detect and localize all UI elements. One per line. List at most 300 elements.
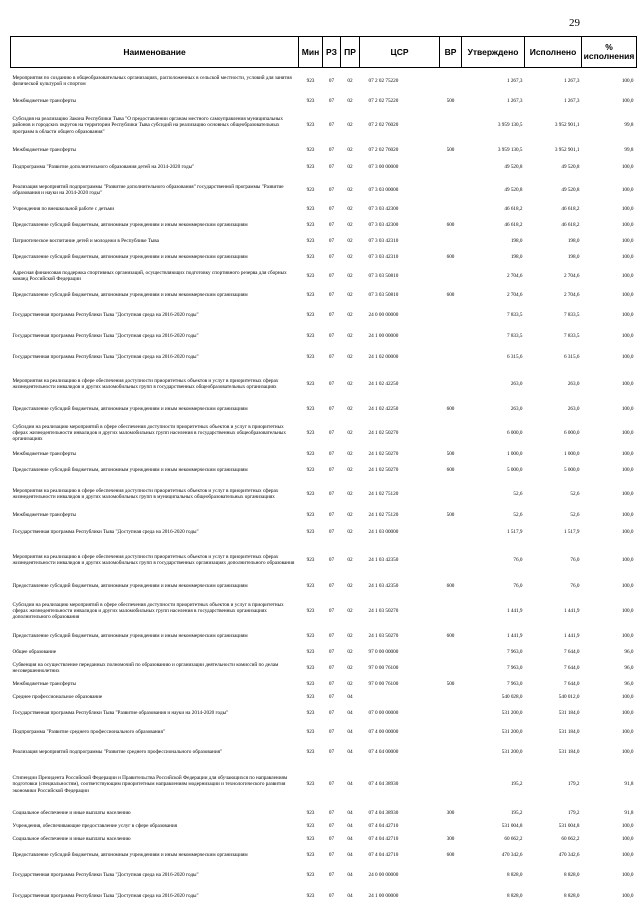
row-min: 923 [306, 429, 315, 436]
row-vr: 600 [446, 851, 455, 858]
row-min: 923 [306, 291, 315, 298]
table-row [11, 704, 637, 723]
row-vr [440, 763, 462, 807]
row-min: 923 [306, 146, 315, 153]
row-csr: 07 4 00 00000 [368, 728, 399, 735]
row-name: Социальное обеспечение и иные выплаты населению [12, 809, 131, 816]
row-pr: 04 [347, 709, 353, 716]
row-name: Межбюджетные трансферты [12, 450, 77, 457]
header-rz: РЗ [323, 37, 341, 68]
row-pr: 02 [347, 221, 353, 228]
row-pr: 02 [347, 429, 353, 436]
row-percent: 100,0 [621, 291, 634, 298]
row-rz: 07 [328, 291, 335, 298]
row-name: Субсидия на реализацию Закона Республики Тыва "О предоставлении органам местного самоуправления муниципальных районов и городских округов на территории Республики Тыва субсидий на реализацию основных общеобразовательных программ в области общего образования" [12, 116, 283, 135]
table-row [11, 691, 637, 704]
row-csr: 24 1 03 42350 [368, 582, 399, 589]
table-row [11, 820, 637, 833]
row-approved: 7 963,0 [506, 648, 523, 655]
row-vr [440, 596, 462, 627]
row-name: Предоставление субсидий бюджетным, автономным учреждениям и иным некоммерческим организациям [12, 405, 248, 412]
row-min: 923 [306, 748, 315, 755]
row-vr [440, 419, 462, 448]
row-rz: 07 [328, 511, 335, 518]
row-vr: 600 [446, 221, 455, 228]
row-percent: 100,0 [621, 332, 634, 339]
row-vr [440, 305, 462, 326]
row-approved: 52,6 [513, 490, 523, 497]
row-csr: 24 1 02 75120 [368, 511, 399, 518]
row-min: 923 [306, 851, 315, 858]
row-min: 923 [306, 871, 315, 878]
row-percent: 100,0 [621, 709, 634, 716]
row-vr [440, 865, 462, 886]
row-approved: 7 833,5 [506, 332, 523, 339]
row-approved: 198,0 [510, 237, 523, 244]
row-min: 923 [306, 680, 315, 687]
row-csr: 97 0 00 00000 [368, 648, 399, 655]
row-csr: 24 1 03 42350 [368, 556, 399, 563]
row-min: 923 [306, 122, 315, 129]
row-pr: 04 [347, 809, 353, 816]
row-approved: 1 441,9 [506, 632, 523, 639]
row-vr [440, 522, 462, 544]
row-vr: 600 [446, 466, 455, 473]
row-rz: 07 [328, 490, 335, 497]
row-csr: 07 3 03 42310 [368, 253, 399, 260]
row-name: Стипендии Президента Российской Федерации и Правительства Российской Федерации для обучающихся по направлениям подготовки (специальностям), соответствующим приоритетным направлениям модернизации и технологического развития экономики Российской Федерации [12, 775, 288, 794]
row-executed: 7 833,5 [563, 311, 580, 318]
row-percent: 99,8 [624, 122, 634, 129]
row-rz: 07 [328, 582, 335, 589]
row-rz: 07 [328, 748, 335, 755]
row-rz: 07 [328, 892, 335, 899]
row-name: Мероприятия на реализацию в сфере обеспечения доступности приоритетных объектов и услуг в приоритетных сферах жизнедеятельности инвалидов и других маломобильных групп в государственных организациях дополнительного образования [12, 553, 295, 566]
row-csr: 07 4 04 38930 [368, 781, 399, 788]
row-vr [440, 347, 462, 369]
table-row [11, 833, 637, 846]
row-percent: 100,0 [621, 163, 634, 170]
row-name: Государственная программа Республики Тыва "Доступная среда на 2016-2020 годы" [12, 354, 199, 361]
row-executed: 76,0 [570, 582, 580, 589]
row-min: 923 [306, 97, 315, 104]
row-rz: 07 [328, 253, 335, 260]
table-row [11, 157, 637, 178]
row-vr [440, 68, 462, 95]
row-percent: 100,0 [621, 354, 634, 361]
row-csr: 24 1 02 42250 [368, 380, 399, 387]
row-vr [440, 326, 462, 347]
row-name: Мероприятия по созданию в общеобразовательных организациях, расположенных в сельской местности, условий для занятия физической культурой и спортом [12, 75, 292, 88]
row-rz: 07 [328, 311, 335, 318]
row-vr [440, 369, 462, 400]
row-name: Учреждения, обеспечивающие предоставление услуг в сфере образования [12, 822, 178, 829]
row-min: 923 [306, 709, 315, 716]
row-csr: 24 1 02 50270 [368, 466, 399, 473]
row-percent: 100,0 [621, 186, 634, 193]
row-executed: 2 704,6 [563, 291, 580, 298]
row-executed: 7 644,0 [563, 648, 580, 655]
row-pr: 02 [347, 490, 353, 497]
row-min: 923 [306, 511, 315, 518]
row-name: Мероприятия на реализацию в сфере обеспечения доступности приоритетных объектов и услуг в приоритетных сферах жизнедеятельности инвалидов и других маломобильных групп в государственных общеобразовательных организациях [12, 377, 279, 390]
row-csr: 07 4 04 00000 [368, 748, 399, 755]
table-row [11, 203, 637, 216]
row-vr: 600 [446, 253, 455, 260]
row-executed: 198,0 [567, 253, 580, 260]
table-row [11, 544, 637, 577]
row-csr: 07 2 02 75220 [368, 78, 399, 85]
row-pr: 02 [347, 582, 353, 589]
row-executed: 198,0 [567, 237, 580, 244]
table-row [11, 846, 637, 865]
row-approved: 195,2 [510, 809, 523, 816]
row-pr: 04 [347, 871, 353, 878]
row-executed: 3 952 901,1 [554, 146, 580, 153]
row-min: 923 [306, 186, 315, 193]
row-executed: 6 000,0 [563, 429, 580, 436]
row-pr: 02 [347, 205, 353, 212]
table-row [11, 178, 637, 203]
row-min: 923 [306, 380, 315, 387]
row-csr: 24 1 03 50270 [368, 607, 399, 614]
row-name: Социальное обеспечение и иные выплаты населению [12, 835, 131, 842]
row-percent: 100,0 [621, 582, 634, 589]
row-percent: 100,0 [621, 205, 634, 212]
row-min: 923 [306, 466, 315, 473]
row-executed: 46 618,2 [561, 221, 580, 228]
row-executed: 263,0 [567, 405, 580, 412]
row-executed: 1 441,9 [563, 632, 580, 639]
row-approved: 1 517,9 [506, 529, 523, 536]
row-vr: 600 [446, 405, 455, 412]
row-pr: 02 [347, 146, 353, 153]
row-approved: 540 028,0 [501, 693, 523, 700]
row-name: Общее образование [12, 648, 57, 655]
table-row [11, 267, 637, 286]
row-executed: 49 520,8 [561, 163, 580, 170]
row-percent: 99,8 [624, 146, 634, 153]
row-vr [440, 723, 462, 742]
row-executed: 1 267,3 [563, 78, 580, 85]
row-csr: 07 4 04 42710 [368, 835, 399, 842]
row-pr: 04 [347, 822, 353, 829]
row-percent: 100,0 [621, 892, 634, 899]
row-executed: 179,2 [567, 781, 580, 788]
row-pr: 04 [347, 693, 353, 700]
row-pr: 04 [347, 728, 353, 735]
row-name: Межбюджетные трансферты [12, 97, 77, 104]
row-rz: 07 [328, 429, 335, 436]
row-name: Адресная финансовая поддержка спортивных организаций, осуществляющих подготовку спортивного резерва для сборных команд Российской Федерации [12, 269, 287, 282]
row-rz: 07 [328, 78, 335, 85]
row-approved: 7 963,0 [506, 664, 523, 671]
row-pr: 04 [347, 835, 353, 842]
row-approved: 531 200,0 [501, 748, 523, 755]
row-min: 923 [306, 648, 315, 655]
row-vr [440, 235, 462, 248]
row-vr: 500 [446, 97, 455, 104]
row-rz: 07 [328, 835, 335, 842]
row-pr: 02 [347, 163, 353, 170]
row-csr: 07 3 03 50810 [368, 291, 399, 298]
row-vr: 500 [446, 680, 455, 687]
row-percent: 96,0 [624, 680, 634, 687]
row-vr [440, 820, 462, 833]
row-pr: 02 [347, 632, 353, 639]
row-approved: 1 441,9 [506, 607, 523, 614]
row-min: 923 [306, 728, 315, 735]
row-approved: 46 618,2 [504, 221, 523, 228]
row-approved: 6 000,0 [506, 429, 523, 436]
row-min: 923 [306, 835, 315, 842]
row-rz: 07 [328, 332, 335, 339]
row-csr: 07 0 00 00000 [368, 709, 399, 716]
row-name: Государственная программа Республики Тыва "Доступная среда на 2016-2020 годы" [12, 871, 199, 878]
row-rz: 07 [328, 354, 335, 361]
row-name: Учреждения по внешкольной работе с детьми [12, 205, 114, 212]
row-vr [440, 267, 462, 286]
table-row [11, 68, 637, 95]
row-min: 923 [306, 78, 315, 85]
row-approved: 531 004,8 [501, 822, 523, 829]
row-executed: 531 184,0 [558, 748, 580, 755]
row-executed: 49 520,8 [561, 186, 580, 193]
row-csr: 07 3 03 50810 [368, 272, 399, 279]
table-row [11, 763, 637, 807]
row-rz: 07 [328, 221, 335, 228]
header-pr: ПР [341, 37, 360, 68]
row-pr: 02 [347, 511, 353, 518]
row-percent: 100,0 [621, 311, 634, 318]
table-row [11, 522, 637, 544]
row-approved: 8 828,0 [506, 871, 523, 878]
row-csr: 97 0 00 76100 [368, 680, 399, 687]
row-name: Государственная программа Республики Тыва "Доступная среда на 2016-2020 годы" [12, 892, 199, 899]
row-executed: 3 952 901,1 [554, 122, 580, 129]
header-percent: % исполнения [582, 37, 637, 68]
row-approved: 7 833,5 [506, 311, 523, 318]
row-rz: 07 [328, 122, 335, 129]
row-rz: 07 [328, 405, 335, 412]
row-percent: 100,0 [621, 556, 634, 563]
row-approved: 3 959 130,5 [497, 146, 523, 153]
row-vr: 300 [446, 809, 455, 816]
row-csr: 07 3 03 42300 [368, 221, 399, 228]
row-executed: 8 828,0 [563, 871, 580, 878]
table-row [11, 347, 637, 369]
row-percent: 100,0 [621, 490, 634, 497]
row-rz: 07 [328, 272, 335, 279]
row-name: Предоставление субсидий бюджетным, автономным учреждениям и иным некоммерческим организациям [12, 291, 248, 298]
row-rz: 07 [328, 871, 335, 878]
row-name: Мероприятия на реализацию в сфере обеспечения доступности приоритетных объектов и услуг в приоритетных сферах жизнедеятельности инвалидов и других маломобильных групп в муниципальных общеобразовательных организациях [12, 487, 279, 500]
row-rz: 07 [328, 680, 335, 687]
row-pr: 02 [347, 648, 353, 655]
row-rz: 07 [328, 556, 335, 563]
row-min: 923 [306, 311, 315, 318]
row-percent: 100,0 [621, 632, 634, 639]
row-vr: 500 [446, 450, 455, 457]
row-percent: 100,0 [621, 728, 634, 735]
row-pr: 04 [347, 851, 353, 858]
row-name: Среднее профессиональное образование [12, 693, 103, 700]
row-executed: 60 662,2 [561, 835, 580, 842]
row-name: Межбюджетные трансферты [12, 680, 77, 687]
row-csr: 24 1 03 00000 [368, 529, 399, 536]
table-row [11, 419, 637, 448]
row-approved: 1 267,3 [506, 78, 523, 85]
row-vr [440, 544, 462, 577]
row-pr: 02 [347, 556, 353, 563]
row-pr: 02 [347, 97, 353, 104]
row-rz: 07 [328, 851, 335, 858]
header-name: Наименование [11, 37, 299, 68]
row-executed: 7 644,0 [563, 680, 580, 687]
row-rz: 07 [328, 466, 335, 473]
row-vr [440, 691, 462, 704]
row-rz: 07 [328, 822, 335, 829]
row-min: 923 [306, 693, 315, 700]
row-name: Предоставление субсидий бюджетным, автономным учреждениям и иным некоммерческим организациям [12, 466, 248, 473]
row-pr: 02 [347, 380, 353, 387]
row-approved: 49 520,8 [504, 163, 523, 170]
row-pr: 04 [347, 748, 353, 755]
row-pr: 02 [347, 272, 353, 279]
row-approved: 49 520,8 [504, 186, 523, 193]
row-executed: 263,0 [567, 380, 580, 387]
row-pr: 02 [347, 466, 353, 473]
table-row [11, 480, 637, 509]
table-row [11, 742, 637, 763]
row-vr [440, 659, 462, 678]
row-pr: 02 [347, 450, 353, 457]
row-name: Субсидии на реализацию мероприятий в сфере обеспечения доступности приоритетных объектов и услуг в приоритетных сферах жизнедеятельности инвалидов и других маломобильных групп населения в государственных организациях дополнительного образования [12, 601, 284, 621]
row-csr: 07 3 03 42310 [368, 237, 399, 244]
row-name: Подпрограмма "Развитие дополнительного образования детей на 2014-2020 годы" [12, 163, 195, 170]
table-row [11, 461, 637, 480]
row-rz: 07 [328, 205, 335, 212]
budget-execution-table [10, 36, 637, 907]
table-row [11, 95, 637, 108]
row-pr: 02 [347, 122, 353, 129]
row-name: Субсидии на реализацию мероприятий в сфере обеспечения доступности приоритетных объектов и услуг в приоритетных сферах жизнедеятельности инвалидов и других маломобильных групп населения в государственных общеобразовательных организациях [12, 423, 286, 443]
row-pr: 02 [347, 291, 353, 298]
table-row [11, 248, 637, 267]
row-min: 923 [306, 205, 315, 212]
row-csr: 07 3 00 00000 [368, 163, 399, 170]
row-name: Государственная программа Республики Тыва "Доступная среда на 2016-2020 годы" [12, 529, 199, 536]
row-name: Реализация мероприятий подпрограммы "Развитие дополнительного образования" государственной программы "Развитие образования и науки на 2014-2020 годы" [12, 183, 284, 196]
row-percent: 100,0 [621, 97, 634, 104]
row-approved: 531 200,0 [501, 709, 523, 716]
row-csr: 07 2 02 75220 [368, 97, 399, 104]
row-rz: 07 [328, 648, 335, 655]
row-name: Подпрограмма "Развитие среднего профессионального образования" [12, 728, 165, 735]
row-pr: 02 [347, 332, 353, 339]
table-body [11, 68, 637, 907]
row-csr: 07 4 04 38930 [368, 809, 399, 816]
row-approved: 1 267,3 [506, 97, 523, 104]
row-percent: 100,0 [621, 405, 634, 412]
row-name: Субвенция на осуществление переданных полномочий по образованию и организации деятельности комиссий по делам несовершеннолетних [12, 661, 279, 674]
row-executed: 2 704,6 [563, 272, 580, 279]
row-vr [440, 178, 462, 203]
row-pr: 02 [347, 354, 353, 361]
row-percent: 100,0 [621, 429, 634, 436]
row-name: Реализация мероприятий подпрограммы "Развитие среднего профессионального образования" [12, 748, 223, 755]
row-approved: 5 000,0 [506, 466, 523, 473]
row-csr: 24 1 02 75120 [368, 490, 399, 497]
row-pr: 04 [347, 781, 353, 788]
row-min: 923 [306, 607, 315, 614]
row-executed: 8 828,0 [563, 892, 580, 899]
row-approved: 76,0 [513, 556, 523, 563]
header-csr: ЦСР [360, 37, 440, 68]
row-rz: 07 [328, 450, 335, 457]
table-row [11, 646, 637, 659]
row-executed: 52,6 [570, 490, 580, 497]
row-approved: 2 704,6 [506, 272, 523, 279]
row-percent: 91,8 [624, 781, 634, 788]
row-executed: 1 267,3 [563, 97, 580, 104]
row-csr: 07 2 02 76020 [368, 146, 399, 153]
row-min: 923 [306, 632, 315, 639]
row-executed: 470 342,6 [558, 851, 580, 858]
row-min: 923 [306, 490, 315, 497]
row-vr [440, 886, 462, 907]
row-rz: 07 [328, 607, 335, 614]
row-executed: 531 184,0 [558, 728, 580, 735]
row-executed: 1 000,0 [563, 450, 580, 457]
row-min: 923 [306, 163, 315, 170]
row-percent: 100,0 [621, 529, 634, 536]
row-rz: 07 [328, 693, 335, 700]
row-executed: 179,2 [567, 809, 580, 816]
row-pr: 02 [347, 186, 353, 193]
row-csr: 07 3 03 42300 [368, 205, 399, 212]
row-executed: 531 184,0 [558, 709, 580, 716]
row-min: 923 [306, 809, 315, 816]
row-vr: 600 [446, 582, 455, 589]
row-pr: 02 [347, 529, 353, 536]
row-min: 923 [306, 582, 315, 589]
row-csr: 07 4 04 42710 [368, 822, 399, 829]
row-percent: 96,0 [624, 664, 634, 671]
row-min: 923 [306, 405, 315, 412]
row-rz: 07 [328, 809, 335, 816]
table-row [11, 577, 637, 596]
row-min: 923 [306, 354, 315, 361]
row-rz: 07 [328, 664, 335, 671]
table-row [11, 627, 637, 646]
row-percent: 100,0 [621, 835, 634, 842]
row-executed: 7 644,0 [563, 664, 580, 671]
row-executed: 5 000,0 [563, 466, 580, 473]
row-vr [440, 203, 462, 216]
row-name: Государственная программа Республики Тыва "Развитие образования и науки на 2014-2020 годы" [12, 709, 229, 716]
row-rz: 07 [328, 186, 335, 193]
row-vr [440, 108, 462, 144]
table-row [11, 659, 637, 678]
row-vr: 600 [446, 632, 455, 639]
row-pr: 02 [347, 405, 353, 412]
row-vr [440, 704, 462, 723]
row-percent: 100,0 [621, 748, 634, 755]
row-rz: 07 [328, 163, 335, 170]
row-vr [440, 742, 462, 763]
row-percent: 100,0 [621, 380, 634, 387]
